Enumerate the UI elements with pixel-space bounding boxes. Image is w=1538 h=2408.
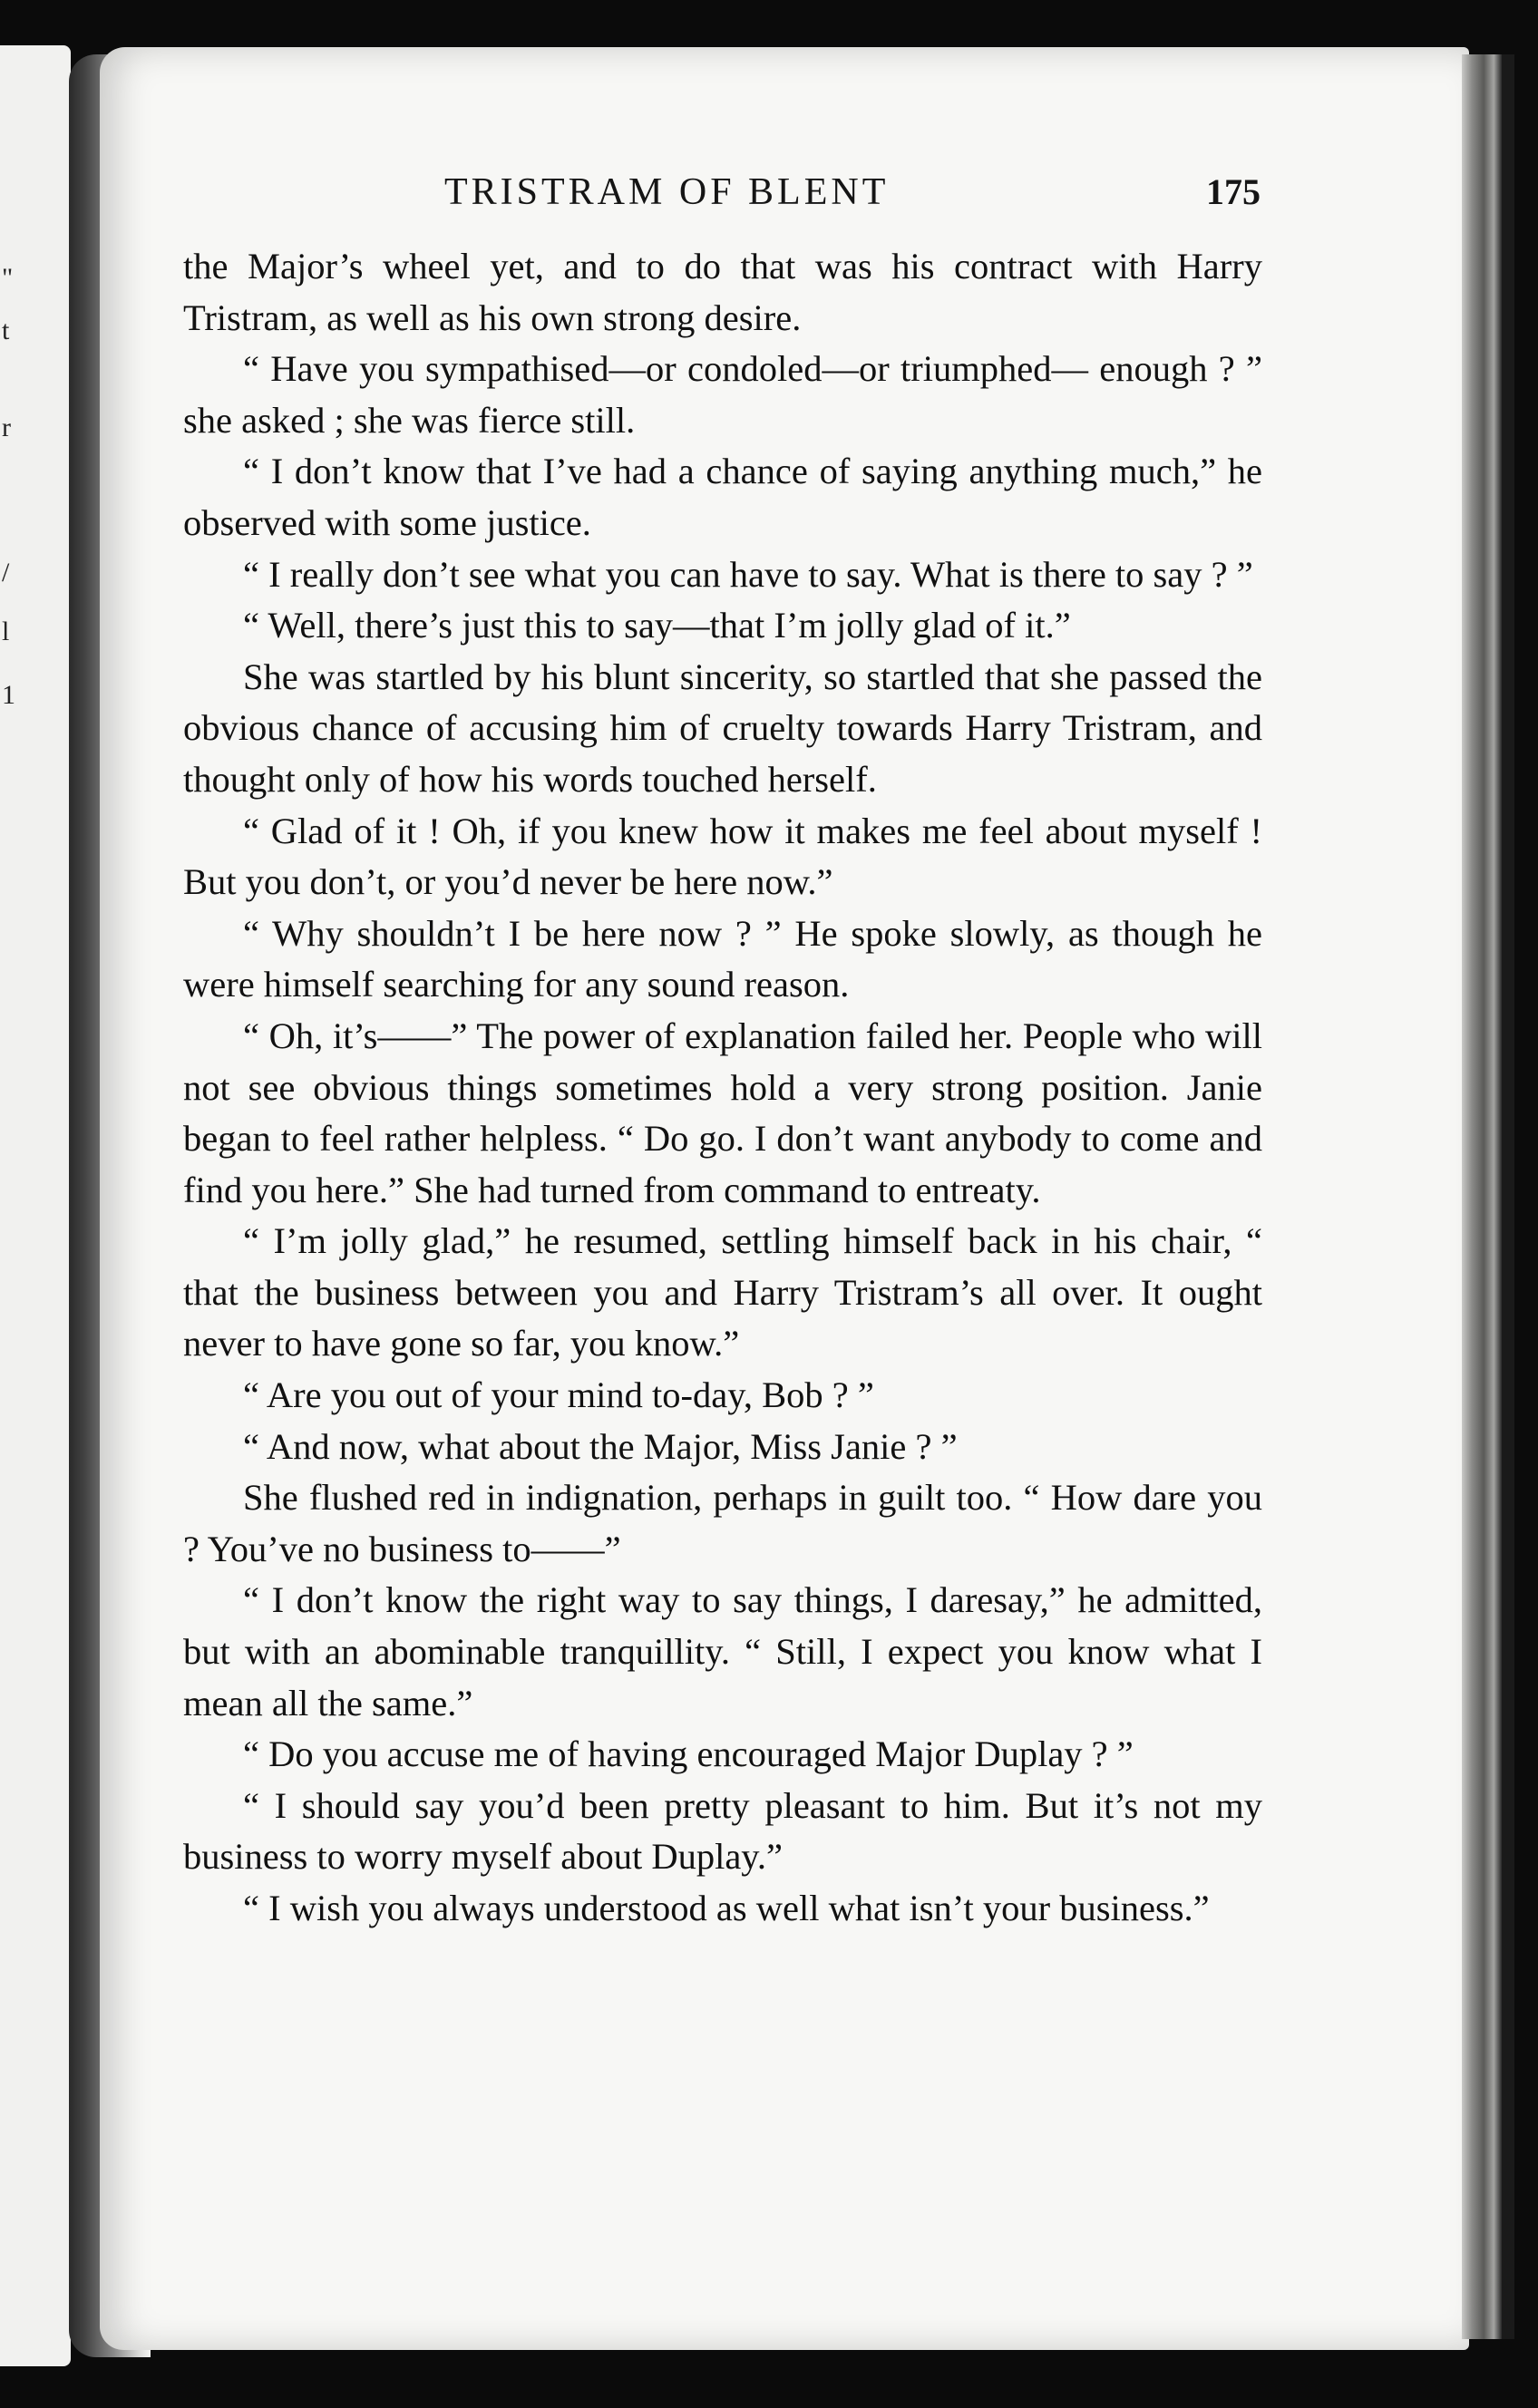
- page-stack-edge: [1462, 54, 1502, 2339]
- paragraph: the Major’s wheel yet, and to do that was his contract with Harry Tristram, as well as his own strong desire.: [183, 246, 1262, 338]
- page-number: 175: [1206, 171, 1261, 212]
- paragraph: “ Have you sympathised—or condoled—or triumphed— enough ? ” she asked ; she was fierce still.: [183, 348, 1262, 441]
- body-text: [183, 241, 1262, 1935]
- margin-char: r: [2, 413, 11, 442]
- paragraph: “ I don’t know the right way to say things, I daresay,” he admitted, but with an abominable tranquillity. “ Still, I expect you know what I mean all the same.”: [183, 1579, 1262, 1723]
- paragraph: “ Are you out of your mind to-day, Bob ? ”: [243, 1374, 874, 1416]
- margin-char: 1: [2, 680, 15, 710]
- running-title: TRISTRAM OF BLENT: [444, 171, 890, 213]
- paragraph: She was startled by his blunt sincerity, so startled that she passed the obvious chance of accusing him of cruelty towards Harry Tristram, and thought only of how his words touched herself.: [183, 655, 1262, 800]
- page-stack-shadow: [1502, 54, 1514, 2339]
- paragraph: “ I really don’t see what you can have to say. What is there to say ? ”: [243, 553, 1253, 595]
- paragraph: “ Oh, it’s——” The power of explanation failed her. People who will not see obvious things sometimes hold a very strong position. Janie began to feel rather helpless. “ Do go. I don’t want anybody to come and find you here.” She had turned from command to entreaty.: [183, 1015, 1262, 1210]
- paragraph: She flushed red in indignation, perhaps in guilt too. “ How dare you ? You’ve no business to——”: [183, 1477, 1262, 1569]
- paragraph: “ Glad of it ! Oh, if you knew how it makes me feel about myself ! But you don’t, or you’d never be here now.”: [183, 810, 1262, 903]
- paragraph: “ I wish you always understood as well what isn’t your business.”: [243, 1888, 1210, 1928]
- paragraph: “ Why shouldn’t I be here now ? ” He spoke slowly, as though he were himself searching for any sound reason.: [183, 912, 1262, 1005]
- paragraph: “ I should say you’d been pretty pleasant to him. But it’s not my business to worry myself about Duplay.”: [183, 1784, 1262, 1878]
- paragraph: “ I don’t know that I’ve had a chance of saying anything much,” he observed with some justice.: [183, 451, 1262, 543]
- margin-char: t: [2, 316, 10, 345]
- margin-char: /: [2, 558, 10, 587]
- running-header: [190, 170, 1261, 225]
- margin-char: l: [2, 617, 10, 646]
- left-page-sliver: [0, 45, 71, 2366]
- paragraph: “ Well, there’s just this to say—that I’m jolly glad of it.”: [243, 605, 1071, 646]
- paragraph: “ Do you accuse me of having encouraged Major Duplay ? ”: [243, 1733, 1134, 1775]
- paragraph: “ And now, what about the Major, Miss Janie ? ”: [243, 1425, 958, 1467]
- margin-char: ": [2, 263, 14, 293]
- paragraph: “ I’m jolly glad,” he resumed, settling himself back in his chair, “ that the business between you and Harry Tristram’s all over. It ought never to have gone so far, you know.”: [183, 1220, 1262, 1364]
